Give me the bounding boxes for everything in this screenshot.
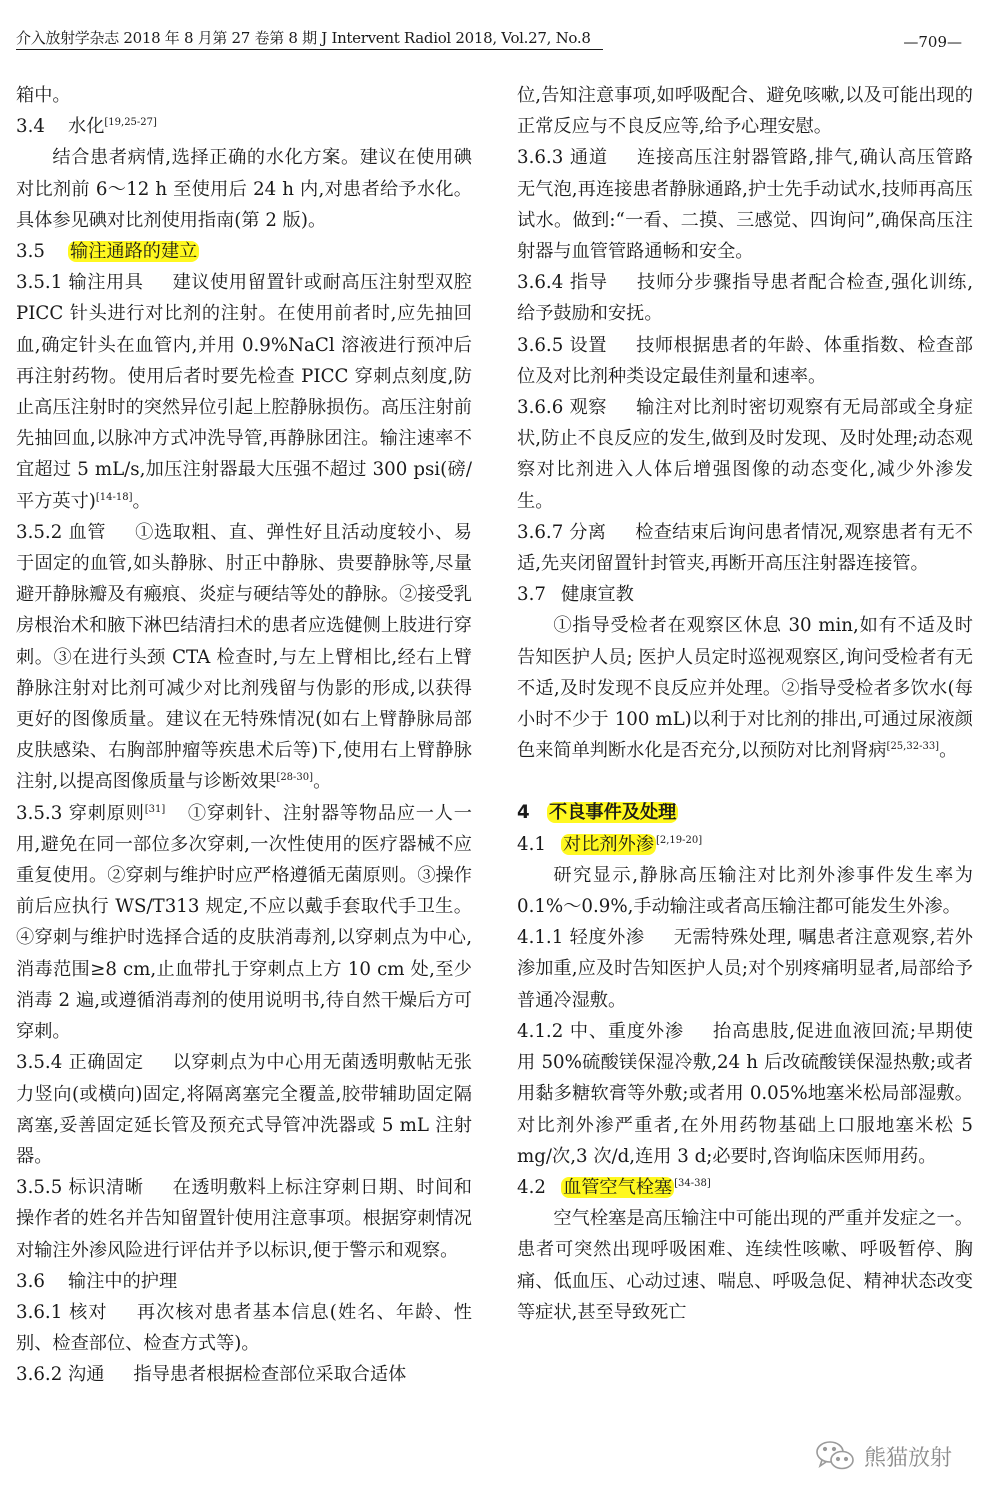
highlighted-text: 对比剂外渗 [563, 833, 654, 855]
paragraph: 位,告知注意事项,如呼吸配合、避免咳嗽,以及可能出现的正常反应与不良反应等,给予心理安慰。 [517, 85, 973, 138]
wechat-icon [814, 1438, 858, 1474]
section-heading-3-7: 3.7 健康宣教 [517, 584, 634, 606]
right-column [517, 80, 973, 1328]
subsection-3-6-7: 3.6.7 分离 检查结束后询问患者情况,观察患者有无不适,先夹闭留置针封管夹,再断开高压注射器连接管。 [517, 521, 973, 575]
section-heading-3-6: 3.6 输注中的护理 [16, 1270, 178, 1292]
watermark [814, 1438, 952, 1474]
subsection-3-5-4: 3.5.4 正确固定 以穿刺点为中心用无菌透明敷帖无张力竖向(或横向)固定,将隔离塞完全覆盖,胶带辅助固定隔离塞,妥善固定延长管及预充式导管冲洗器或 5 mL 注射器。 [16, 1052, 472, 1167]
subsection-3-6-1: 3.6.1 核对 再次核对患者基本信息(姓名、年龄、性别、检查部位、检查方式等)。 [16, 1301, 472, 1355]
subsection-3-6-4: 3.6.4 指导 技师分步骤指导患者配合检查,强化训练,给予鼓励和安抚。 [517, 272, 973, 325]
citation[interactable]: [25,32-33] [886, 741, 940, 753]
section-heading-3-5: 3.5 输注通路的建立 [16, 241, 198, 263]
subsection-4-1-2: 4.1.2 中、重度外渗 抬高患肢,促进血液回流;早期使用 50%硫酸镁保湿冷敷,24 h 后改硫酸镁保湿热敷;或者用黏多糖软膏等外敷;或者用 0.05%地塞米松局部湿敷。对比剂外渗严重者,在外用药物基础上口服地塞米松 5 mg/次,3 次/d,连用 3 d;必要时,咨询临床医师用药。 [517, 1020, 973, 1167]
subsection-3-5-3: 3.5.3 穿刺原则[31] ①穿刺针、注射器等物品应一人一用,避免在同一部位多次穿刺,一次性使用的医疗器械不应重复使用。②穿刺与维护时应严格遵循无菌原则。③操作前后应执行 WS/T313 规定,不应以戴手套取代手卫生。④穿刺与维护时选择合适的皮肤消毒剂,以穿刺点为中心,消毒范围≥8 cm,止血带扎于穿刺点上方 10 cm 处,至少消毒 2 遍,或遵循消毒剂的使用说明书,待自然干燥后方可穿刺。 [16, 802, 472, 1043]
citation[interactable]: [14-18] [95, 491, 133, 503]
page-number: —709— [903, 33, 962, 51]
highlighted-text: 血管空气栓塞 [563, 1176, 673, 1198]
paragraph: 结合患者病情,选择正确的水化方案。建议在使用碘对比剂前 6～12 h 至使用后 24 h 内,对患者给予水化。具体参见碘对比剂使用指南(第 2 版)。 [16, 147, 472, 231]
paragraph: ①指导受检者在观察区休息 30 min,如有不适及时告知医护人员; 医护人员定时巡视观察区,询问受检者有无不适,及时发现不良反应并处理。②指导受检者多饮水(每小时不少于 100 mL)以利于对比剂的排出,可通过尿液颜色来简单判断水化是否充分,以预防对比剂肾病[25,32-33]。 [517, 615, 973, 762]
section-heading-4-2: 4.2 血管空气栓塞 [34-38] [517, 1176, 711, 1198]
subsection-4-1-1: 4.1.1 轻度外渗 无需特殊处理, 嘱患者注意观察,若外渗加重,应及时告知医护人员;对个别疼痛明显者,局部给予普通冷湿敷。 [517, 927, 973, 1011]
section-heading-4: 4 不良事件及处理 [517, 802, 677, 824]
citation[interactable]: [28-30] [276, 772, 314, 784]
citation[interactable]: [2,19-20] [655, 834, 703, 846]
section-heading-4-1: 4.1 对比剂外渗 [2,19-20] [517, 833, 703, 855]
citation[interactable]: [34-38] [674, 1177, 711, 1189]
subsection-3-6-3: 3.6.3 通道 连接高压注射器管路,排气,确认高压管路无气泡,再连接患者静脉通路,护士先手动试水,技师再高压试水。做到:“一看、二摸、三感觉、四询问”,确保高压注射器与血管管路通畅和安全。 [517, 147, 973, 263]
citation[interactable]: [19,25-27] [104, 117, 157, 129]
spacer [517, 766, 973, 797]
paragraph: 空气栓塞是高压输注中可能出现的严重并发症之一。患者可突然出现呼吸困难、连续性咳嗽、呼吸暂停、胸痛、低血压、心动过速、喘息、呼吸急促、精神状态改变等症状,甚至导致死亡 [517, 1208, 973, 1323]
section-heading-3-4: 3.4 水化[19,25-27] [16, 116, 157, 138]
highlighted-text: 输注通路的建立 [70, 241, 198, 263]
left-column [16, 80, 472, 1391]
subsection-3-6-5: 3.6.5 设置 技师根据患者的年龄、体重指数、检查部位及对比剂种类设定最佳剂量和速率。 [517, 334, 973, 387]
running-head: 介入放射学杂志 2018 年 8 月第 27 卷第 8 期 J Intervent Radiol 2018, Vol.27, No.8 [16, 28, 603, 50]
subsection-3-5-2: 3.5.2 血管 ①选取粗、直、弹性好且活动度较小、易于固定的血管,如头静脉、肘正中静脉、贵要静脉等,尽量避开静脉瓣及有瘢痕、炎症与硬结等处的静脉。②接受乳房根治术和腋下淋巴结清扫术的患者应选健侧上肢进行穿刺。③在进行头颈 CTA 检查时,与左上臂相比,经右上臂静脉注射对比剂可减少对比剂残留与伪影的形成,以获得更好的图像质量。建议在无特殊情况(如右上臂静脉局部皮肤感染、右胸部肿瘤等疾患术后等)下,使用右上臂静脉注射,以提高图像质量与诊断效果[28-30]。 [16, 521, 472, 793]
watermark-label: 熊猫放射 [864, 1445, 953, 1471]
paragraph: 研究显示,静脉高压输注对比剂外渗事件发生率为 0.1%～0.9%,手动输注或者高压输注都可能发生外渗。 [517, 864, 973, 918]
subsection-3-6-6: 3.6.6 观察 输注对比剂时密切观察有无局部或全身症状,防止不良反应的发生,做到及时发现、及时处理;动态观察对比剂进入人体后增强图像的动态变化,减少外渗发生。 [517, 397, 973, 512]
citation[interactable]: [31] [144, 803, 166, 815]
subsection-3-5-5: 3.5.5 标识清晰 在透明敷料上标注穿刺日期、时间和操作者的姓名并告知留置针使用注意事项。根据穿刺情况对输注外渗风险进行评估并予以标识,便于警示和观察。 [16, 1177, 472, 1261]
subsection-3-6-2: 3.6.2 沟通 指导患者根据检查部位采取合适体 [16, 1364, 407, 1386]
subsection-3-5-1: 3.5.1 输注用具 建议使用留置针或耐高压注射型双腔 PICC 针头进行对比剂的注射。在使用前者时,应先抽回血,确定针头在血管内,并用 0.9%NaCl 溶液进行预冲后再注射药物。使用后者时要先检查 PICC 穿刺点刻度,防止高压注射时的突然异位引起上腔静脉损伤。高压注射前先抽回血,以脉冲方式冲洗导管,再静脉团注。输注速率不宜超过 5 mL/s,加压注射器最大压强不超过 300 psi(磅/平方英寸)[14-18]。 [16, 272, 472, 512]
highlighted-text: 不良事件及处理 [549, 802, 677, 824]
paragraph: 箱中。 [16, 85, 71, 106]
